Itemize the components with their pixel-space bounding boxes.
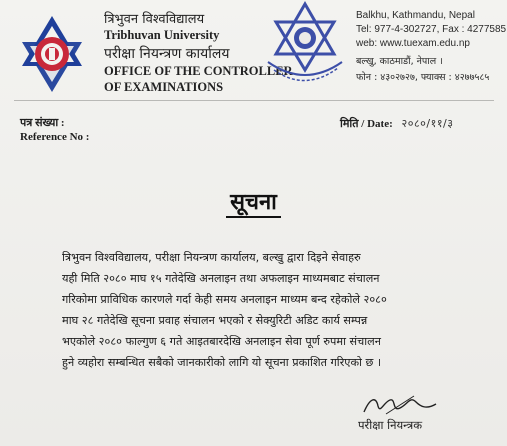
notice-title: सूचना: [226, 190, 281, 218]
phone-nepali: फोन : ४३०२७२७, फ्याक्स : ४२७७५८५: [356, 72, 490, 83]
address: Balkhu, Kathmandu, Nepal: [356, 10, 475, 21]
date-label: मिति / Date:: [340, 118, 393, 130]
office-name-english-line1: OFFICE OF THE CONTROLLER: [104, 64, 293, 78]
address-nepali: बल्खु, काठमाडौं, नेपाल ।: [356, 56, 443, 67]
office-name-nepali: परीक्षा नियन्त्रण कार्यालय: [104, 46, 230, 62]
signature-icon: [356, 392, 466, 418]
header-divider: [14, 100, 494, 101]
website: web: www.tuexam.edu.np: [356, 38, 470, 49]
university-logo-icon: [20, 14, 84, 94]
signatory-title: परीक्षा नियन्त्रक: [358, 418, 423, 432]
body-line: हुने व्यहोरा सम्बन्धित सबैको जानकारीको लागि यो सूचना प्रकाशित गरिएको छ ।: [62, 356, 382, 369]
date-block: [340, 116, 453, 131]
university-name-nepali: त्रिभुवन विश्वविद्यालय: [104, 12, 205, 27]
date-value: २०८०/११/३: [401, 117, 454, 130]
body-line: भएकोले २०८० फाल्गुण ६ गते आइतबारदेखि अनलाइन सेवा पूर्ण रुपमा संचालन: [62, 335, 381, 348]
reference-block: [20, 116, 89, 145]
reference-label: Reference No :: [20, 131, 90, 144]
university-name-english: Tribhuvan University: [104, 28, 220, 42]
body-line: यही मिति २०८० माघ १५ गतेदेखि अनलाइन तथा अफलाइन माध्यमबाट संचालन: [62, 272, 380, 285]
office-name-english-line2: OF EXAMINATIONS: [104, 80, 224, 94]
body-line: गरिकोमा प्राविधिक कारणले गर्दा केही समय अनलाइन माध्यम बन्द रहेकोले २०८०: [62, 293, 387, 306]
tel-fax: Tel: 977-4-302727, Fax : 4277585: [356, 24, 507, 35]
notice-title-wrap: [0, 186, 507, 216]
body-line: त्रिभुवन विश्वविद्यालय, परीक्षा नियन्त्रण कार्यालय, बल्खु द्वारा दिइने सेवाहरु: [62, 251, 361, 264]
patra-label: पत्र संख्या :: [20, 117, 65, 129]
body-line: माघ २८ गतेदेखि सूचना प्रवाह संचालन भएको र सेक्युरिटी अडिट कार्य सम्पन्न: [62, 314, 368, 327]
office-seal-icon: [262, 0, 348, 92]
